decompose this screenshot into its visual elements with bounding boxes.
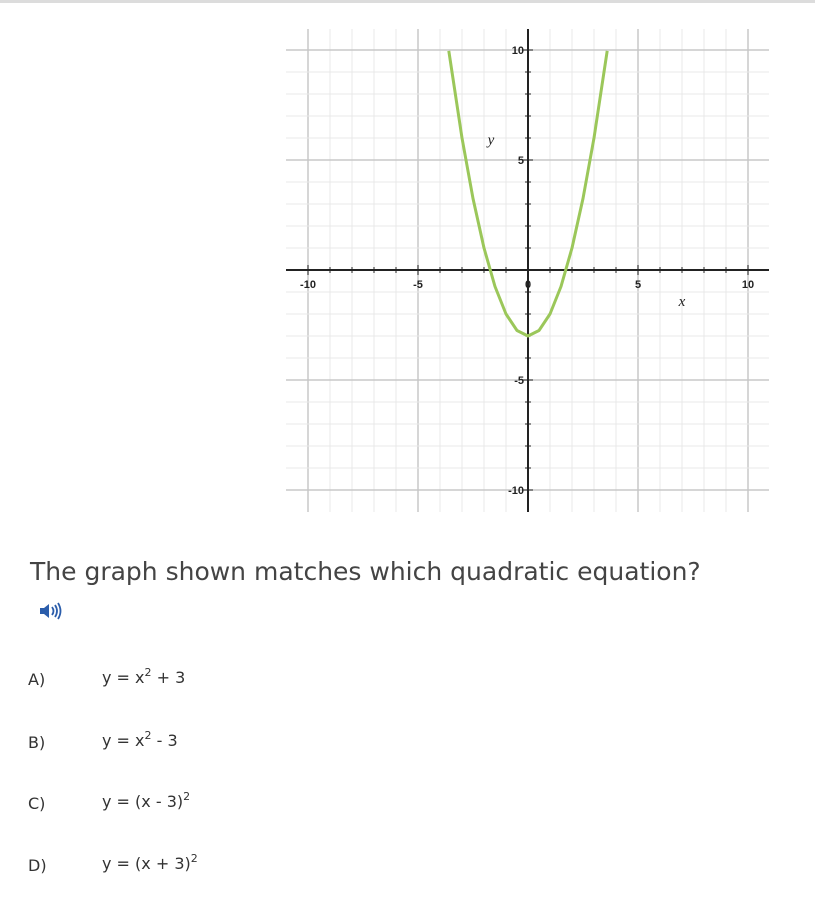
x-tick-label: -10 xyxy=(300,279,316,291)
x-tick-label: -5 xyxy=(413,279,423,291)
top-divider xyxy=(0,0,815,3)
x-axis-label: x xyxy=(678,294,686,310)
choice-equation: $y = (x + 3)^2$ xyxy=(102,852,198,873)
choice-d[interactable] xyxy=(0,846,815,886)
axes xyxy=(286,29,769,512)
choice-c[interactable] xyxy=(0,784,815,824)
choice-equation: $y = x^2 + 3$ xyxy=(102,666,186,687)
choice-b[interactable] xyxy=(0,723,815,763)
x-tick-label: 5 xyxy=(634,279,642,291)
choice-letter: D) xyxy=(28,856,47,875)
choice-letter: C) xyxy=(28,794,46,813)
graph xyxy=(283,26,771,516)
y-tick-label: -5 xyxy=(514,375,524,387)
y-tick-label: 5 xyxy=(517,155,524,167)
speaker-icon xyxy=(38,600,64,622)
coordinate-plane xyxy=(283,26,771,516)
choice-letter: A) xyxy=(28,670,46,689)
x-tick-label: 0 xyxy=(524,279,532,291)
y-tick-label: -10 xyxy=(508,485,524,497)
choice-a[interactable] xyxy=(0,660,815,700)
question-text: The graph shown matches which quadratic equation? xyxy=(30,557,701,586)
x-tick-label: 10 xyxy=(741,279,755,291)
y-tick-label: 10 xyxy=(511,45,524,57)
read-aloud-button[interactable] xyxy=(38,600,64,622)
choice-letter: B) xyxy=(28,733,46,752)
choice-equation: y = (x - 3)$^2$ xyxy=(102,790,191,811)
y-axis-label: y xyxy=(487,132,495,149)
choice-equation: $y = x^2 - 3$ xyxy=(102,729,178,750)
